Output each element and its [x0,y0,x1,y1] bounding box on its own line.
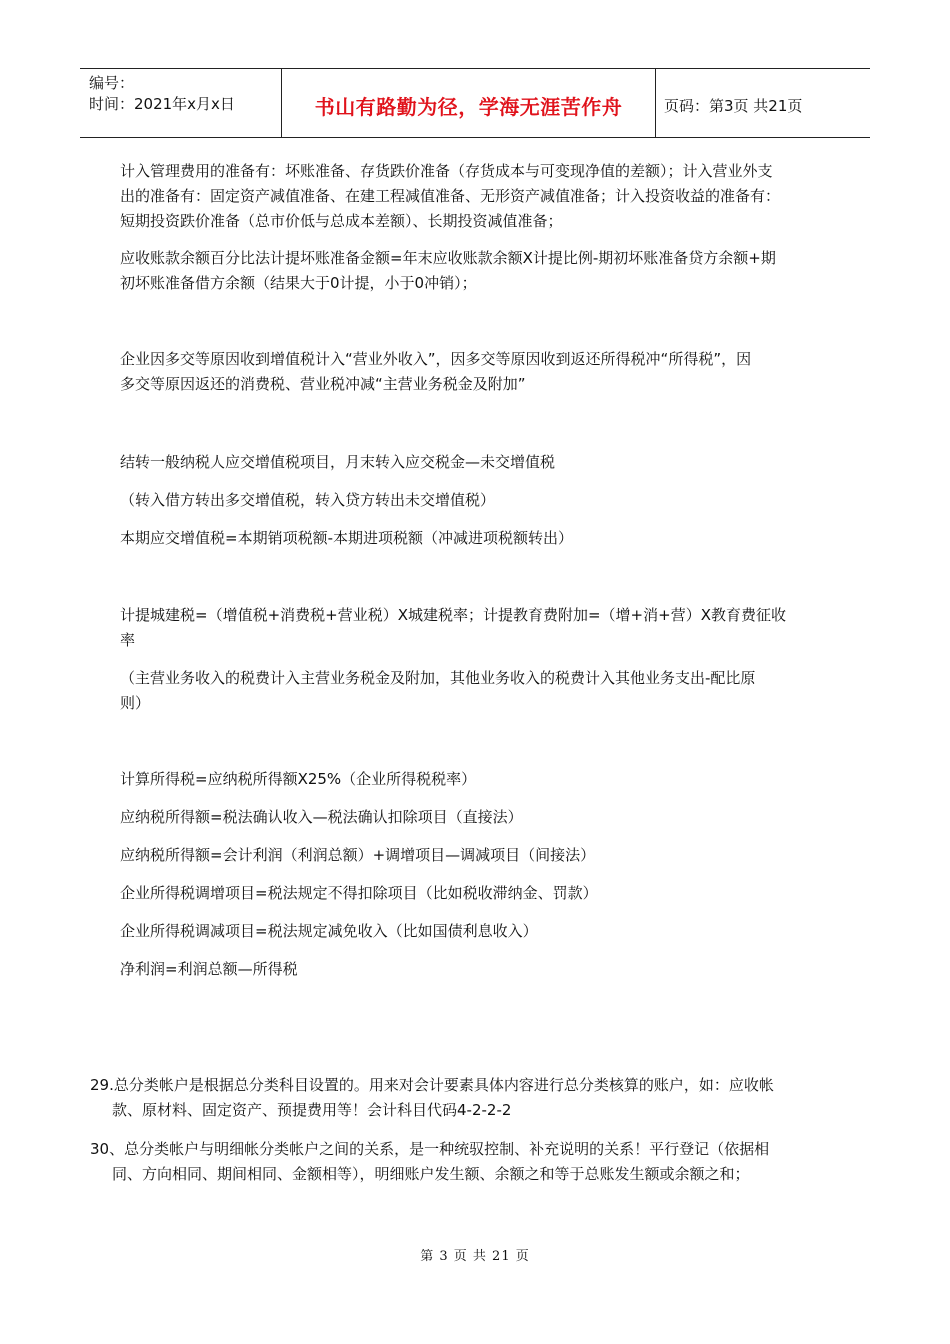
header-page-info: 页码：第3页 共21页 [664,96,803,115]
text-line: 结转一般纳税人应交增值税项目，月末转入应交税金—未交增值税 [120,453,556,471]
paragraph-tax-refunds [120,347,751,397]
footer-page-number: 第 3 页 共 21 页 [420,1249,530,1264]
paragraph-net-profit [120,957,298,982]
document-header [80,68,870,138]
text-line: （转入借方转出多交增值税，转入贷方转出未交增值税） [120,491,496,509]
document-time-label: 时间：2021年x月x日 [89,95,235,113]
paragraph-taxable-direct [120,805,523,830]
header-page-cell [656,69,870,137]
page-footer [0,1245,950,1264]
text-line: 应纳税所得额=会计利润（利润总额）+调增项目—调减项目（间接法） [120,846,596,864]
list-item-30 [90,1137,769,1187]
paragraph-taxable-indirect [120,843,595,868]
header-meta-cell [80,69,282,137]
text-line: 应收账款余额百分比法计提坏账准备金额=年末应收账款余额X计提比例-期初坏账准备贷方余额+期 [120,249,776,267]
text-line: （主营业务收入的税费计入主营业务税金及附加，其他业务收入的税费计入其他业务支出-配比原 [120,669,756,687]
text-line: 净利润=利润总额—所得税 [120,960,298,978]
text-line: 应纳税所得额=税法确认收入—税法确认扣除项目（直接法） [120,808,523,826]
text-line: 出的准备有：固定资产减值准备、在建工程减值准备、无形资产减值准备；计入投资收益的准备有： [120,187,781,205]
text-line: 企业因多交等原因收到增值税计入“营业外收入”，因多交等原因收到返还所得税冲“所得税”，因 [120,350,752,368]
paragraph-city-tax [120,603,786,653]
paragraph-income-tax [120,767,476,792]
text-line: 企业所得税调增项目=税法规定不得扣除项目（比如税收滞纳金、罚款） [120,884,598,902]
paragraph-tax-increase-items [120,881,598,906]
text-line: 计提城建税=（增值税+消费税+营业税）X城建税率；计提教育费附加=（增+消+营）X教育费征收 [120,606,786,624]
text-line: 计入管理费用的准备有：坏账准备、存货跌价准备（存货成本与可变现净值的差额）；计入营业外支 [120,162,773,180]
text-line: 企业所得税调减项目=税法规定减免收入（比如国债利息收入） [120,922,538,940]
paragraph-bad-debt-formula [120,246,776,296]
paragraph-vat-payable [120,526,573,551]
text-line: 款、原材料、固定资产、预提费用等！会计科目代码4-2-2-2 [112,1101,512,1119]
text-line: 率 [120,631,136,649]
paragraph-vat-transfer [120,450,555,475]
text-line: 多交等原因返还的消费税、营业税冲减“主营业务税金及附加” [120,375,526,393]
text-line: 初坏账准备借方余额（结果大于0计提，小于0冲销）； [120,274,477,292]
text-line: 30、总分类帐户与明细帐分类帐户之间的关系，是一种统驭控制、补充说明的关系！平行登记（依据相 [90,1140,770,1158]
text-line: 短期投资跌价准备（总市价低与总成本差额）、长期投资减值准备； [120,212,563,230]
document-number-label: 编号： [89,74,135,92]
text-line: 则） [120,694,151,712]
text-line: 本期应交增值税=本期销项税额-本期进项税额（冲减进项税额转出） [120,529,573,547]
header-motto: 书山有路勤为径，学海无涯苦作舟 [314,94,623,119]
paragraph-tax-matching [120,666,755,716]
list-item-29 [90,1073,774,1123]
text-line: 计算所得税=应纳税所得额X25%（企业所得税税率） [120,770,477,788]
paragraph-vat-note [120,488,495,513]
header-motto-cell [282,69,656,137]
text-line: 同、方向相同、期间相同、金额相等），明细账户发生额、余额之和等于总账发生额或余额之和； [112,1165,750,1183]
paragraph-tax-decrease-items [120,919,538,944]
text-line: 29.总分类帐户是根据总分类科目设置的。用来对会计要素具体内容进行总分类核算的账户，如：应收帐 [90,1076,774,1094]
paragraph-provisions [120,159,780,234]
